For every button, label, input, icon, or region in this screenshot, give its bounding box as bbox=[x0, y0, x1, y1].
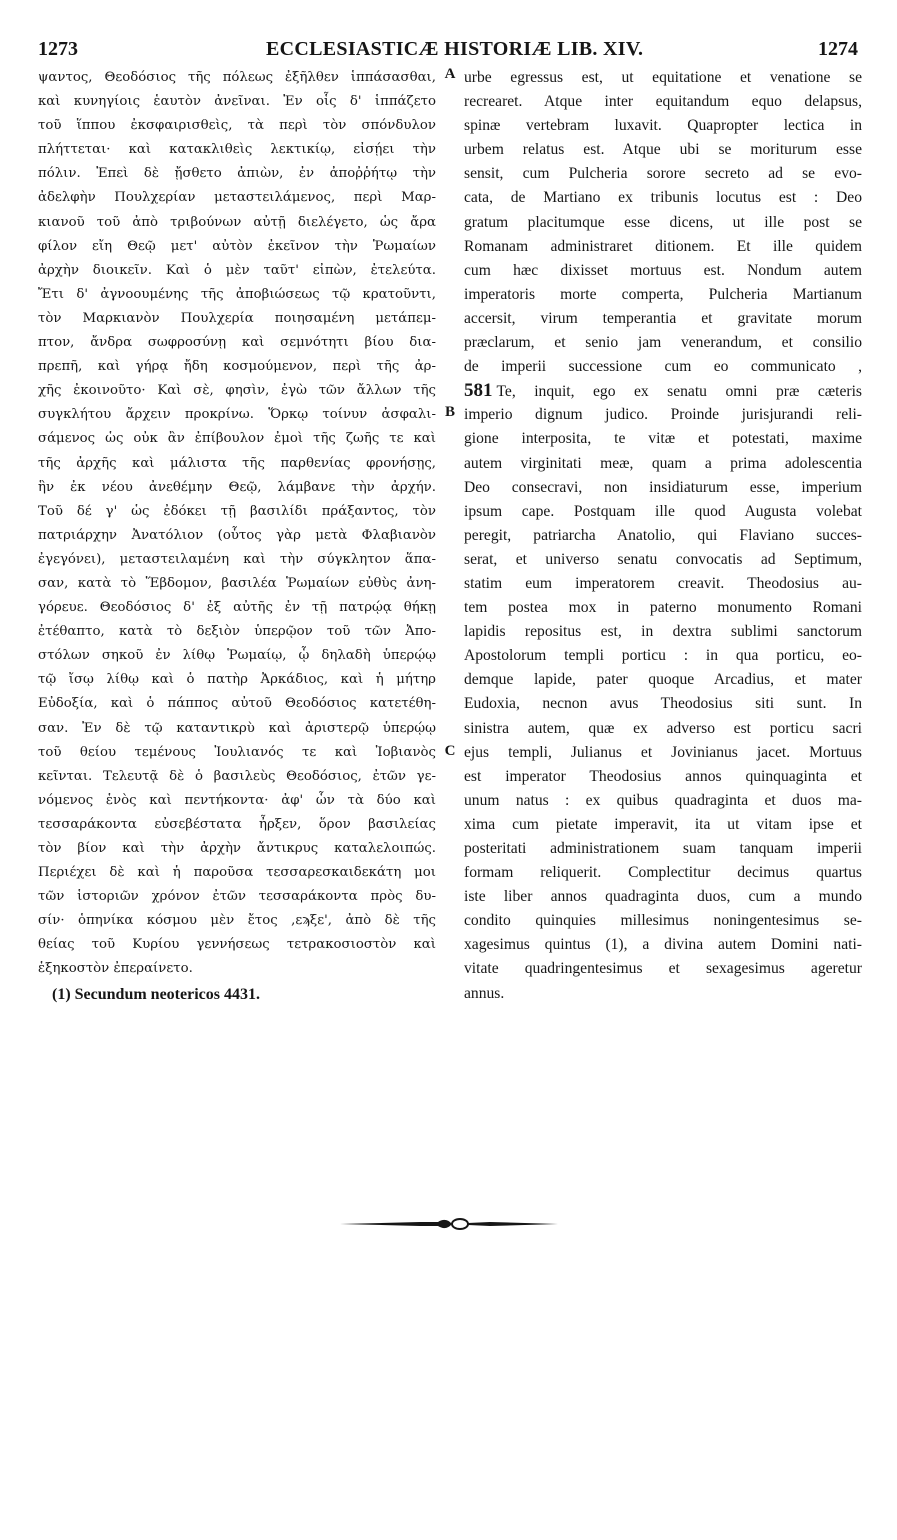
greek-line: τὸν Μαρκιανὸν Πουλχερία ποιησαμένη μετάπεμ- bbox=[38, 310, 436, 326]
latin-line: ipsum cape. Postquam ille quod Augusta volebat bbox=[464, 502, 862, 520]
latin-line: xima cum pietate imperavit, ita ut vitam ipse et bbox=[464, 815, 862, 833]
greek-line: χῆς ἐκοινοῦτο· Καὶ σὲ, φησὶν, ἐγὼ τῶν ἄλλων τῆς bbox=[38, 383, 436, 399]
greek-line: ἑξηκοστὸν ἐπεραίνετο. bbox=[38, 961, 193, 977]
greek-line: γόρευε. Θεοδόσιος δ' ἐξ αὐτῆς ἐν τῇ πατρῴᾳ θήκῃ bbox=[38, 600, 436, 616]
latin-line: spinæ vertebram luxavit. Quapropter lectica in bbox=[464, 117, 862, 135]
greek-line: συγκλήτου ἄρχειν προκρίνω. Ὅρκῳ τοίνυν ἀσφαλι- bbox=[38, 407, 436, 423]
greek-line: ἀρχὴν διοικεῖν. Καὶ ὁ μὲν ταῦτ' εἰπὼν, ἐτελεύτα. bbox=[38, 262, 436, 278]
latin-line-text: Te, inquit, ego ex senatu omni præ cæteris bbox=[496, 383, 862, 401]
greek-line: καὶ κυνηγίοις ἑαυτὸν ἀνεῖναι. Ἐν οἷς δ' ἱππάζετο bbox=[38, 94, 436, 110]
latin-line: Eudoxia, necnon avus Theodosius siti sunt. In bbox=[464, 695, 862, 713]
greek-line: πλήττεται· καὶ κατακλιθεὶς λεκτικίῳ, εἰσῄει τὴν bbox=[38, 142, 436, 158]
greek-line: ἐτέθαπτο, κατὰ τὸ δεξιὸν ὑπερῷον τοῦ τῶν Ἀπο- bbox=[38, 624, 436, 640]
greek-line: ἣν ἐκ νέου ἀνεθέμην Θεῷ, λάμβανε τὴν ἀρχήν. bbox=[38, 479, 436, 495]
greek-line: ψαντος, Θεοδόσιος τῆς πόλεως ἐξῆλθεν ἱππάσασθαι, bbox=[38, 70, 436, 85]
greek-line: φίλον εἴη Θεῷ μετ' αὐτὸν ἐκεῖνον τὴν Ῥωμαίων bbox=[38, 238, 436, 254]
latin-line: gione interposita, te vitæ et potestati, maxime bbox=[464, 430, 862, 448]
latin-line: urbem relatus est. Atque ubi se moriturum esse bbox=[464, 141, 862, 159]
greek-line: σαν. Ἐν δὲ τῷ καταντικρὺ καὶ ἀριστερῷ ὑπερῴῳ bbox=[38, 720, 436, 736]
latin-line: serat, et universo senatu convocatis ad Septimum, bbox=[464, 550, 862, 568]
greek-line: Περιέχει δὲ καὶ ἡ παροῦσα τεσσαρεσκαιδεκάτη μοι bbox=[38, 865, 436, 881]
latin-line: imperatoris morte comperta, Pulcheria Martianum bbox=[464, 285, 862, 303]
page-number-left: 1273 bbox=[38, 38, 78, 60]
latin-line: Deo consecravi, non insidiaturum esse, imperium bbox=[464, 478, 862, 496]
greek-line: σαν, κατὰ τὸ Ἕβδομον, βασιλέα Ῥωμαίων εὐθὺς ἀνη- bbox=[38, 575, 436, 591]
greek-line: ἐγεγόνει), μεταστειλαμένη καὶ τὴν σύγκλητον ἅπα- bbox=[38, 551, 436, 567]
latin-line: de imperii successione cum eo communicato , bbox=[464, 358, 862, 376]
greek-text-column bbox=[38, 66, 436, 982]
latin-line: posteritati administrationem suam tanquam imperii bbox=[464, 840, 862, 857]
greek-line: πόλιν. Ἐπεὶ δὲ ᾔσθετο ἀπιὼν, ἐν ἀποῤῥήτῳ τὴν bbox=[38, 166, 436, 182]
greek-line: κεῖνται. Τελευτᾷ δὲ ὁ βασιλεὺς Θεοδόσιος, ἐτῶν γε- bbox=[38, 768, 436, 784]
greek-line: τῆς ἀρχῆς καὶ μάλιστα τῆς παρθενίας φρονήσῃς, bbox=[38, 455, 436, 471]
latin-line: Apostolorum templi porticu : in qua porticu, eo- bbox=[464, 647, 862, 665]
latin-line: sensit, cum Pulcheria sorore secreto ad se evo- bbox=[464, 165, 862, 183]
greek-line: πατριάρχην Ἀνατόλιον (οὗτος γὰρ μετὰ Φλαβιανὸν bbox=[38, 527, 436, 543]
latin-line bbox=[464, 379, 862, 403]
greek-line: τῶν ἱστοριῶν χρόνον ἐτῶν τεσσαράκοντα πρὸς δυ- bbox=[38, 889, 436, 905]
greek-line: σάμενος ὡς οὐκ ἂν ἐπίβουλον ἐμοὶ τῆς ζωῆς τε καὶ bbox=[38, 431, 436, 447]
latin-line: recrearet. Atque inter equitandum equo delapsus, bbox=[464, 93, 862, 111]
greek-line: σίν· ὁπηνίκα κόσμου μὲν ἔτος ,εϡξε', ἀπὸ δὲ τῆς bbox=[38, 913, 436, 929]
greek-line: τοῦ ἵππου ἐκσφαιρισθεὶς, τὰ περὶ τὸν σπόνδυλον bbox=[38, 118, 436, 134]
latin-text-column bbox=[464, 66, 862, 1006]
greek-line: τῷ ἴσῳ λίθῳ καὶ ὁ πατὴρ Ἀρκάδιος, καὶ ἡ μήτηρ bbox=[38, 672, 436, 688]
latin-line: urbe egressus est, ut equitatione et venatione se bbox=[464, 69, 862, 86]
greek-line: Τοῦ δέ γ' ὡς ἐδόκει τῇ βασιλίδι πράξαντος, τὸν bbox=[38, 503, 436, 519]
greek-line: πρεπῆ, καὶ γήρᾳ ἤδη κοσμούμενον, περὶ τῆς ἀρ- bbox=[38, 359, 436, 375]
latin-line: sinistra autem, quæ ex adverso est porticu sacri bbox=[464, 719, 862, 737]
latin-line: condito quinquies millesimus noningentesimus se- bbox=[464, 912, 862, 930]
latin-line: est imperator Theodosius annos quinquaginta et bbox=[464, 767, 862, 785]
margin-marker-a: A bbox=[444, 66, 456, 82]
running-header bbox=[38, 38, 858, 62]
margin-marker-b: B bbox=[444, 404, 455, 420]
latin-line: lapidis repositus est, in dextra sublimi sanctorum bbox=[464, 623, 862, 641]
greek-line: Εὐδοξία, καὶ ὁ πάππος αὐτοῦ Θεοδόσιος κατετέθη- bbox=[38, 696, 436, 712]
latin-line: gratum placitumque esse dicens, ut ille post se bbox=[464, 213, 862, 231]
end-ornament-icon bbox=[340, 1216, 558, 1232]
latin-line: unum natus : ex quibus quadraginta et duos ma- bbox=[464, 791, 862, 809]
greek-line: τεσσαράκοντα εὐσεβέστατα ἦρξεν, ὅρον βασιλείας bbox=[38, 816, 436, 832]
latin-line: cum hæc dixisset mortuus est. Nondum autem bbox=[464, 261, 862, 279]
latin-line: Romanam administraret ditionem. Et ille quidem bbox=[464, 237, 862, 255]
margin-marker-c: C bbox=[444, 743, 456, 759]
latin-line: demque lapide, pater quoque Arcadius, et mater bbox=[464, 671, 862, 689]
latin-line: ejus templi, Julianus et Jovinianus jacet. Mortuus bbox=[464, 743, 862, 761]
latin-line: xagesimus quintus (1), a divina autem Domini nati- bbox=[464, 936, 862, 954]
latin-line: formam reliquerit. Complectitur decimus quartus bbox=[464, 864, 862, 882]
greek-line: τὸν βίον καὶ τὴν ἀρχὴν ἄντικρυς καταλελοιπώς. bbox=[38, 841, 436, 856]
column-number: 581 bbox=[464, 380, 493, 402]
greek-line: ἀδελφὴν Πουλχερίαν μεταστειλάμενος, περὶ Μαρ- bbox=[38, 190, 436, 206]
latin-line: tem postea mox in paterno monumento Romani bbox=[464, 599, 862, 617]
latin-line: statim eum imperatorem creavit. Theodosius au- bbox=[464, 574, 862, 592]
latin-line: iste liber annos quadraginta duos, cum a mundo bbox=[464, 888, 862, 906]
latin-line: præclarum, et senio jam venerandum, et consilio bbox=[464, 334, 862, 352]
latin-line: accersit, virum temperantia et gravitate morum bbox=[464, 309, 862, 327]
footnote: (1) Secundum neotericos 4431. bbox=[52, 986, 260, 1003]
page-number-right: 1274 bbox=[818, 38, 858, 60]
running-title: ECCLESIASTICÆ HISTORIÆ LIB. XIV. bbox=[266, 38, 644, 60]
greek-line: θείας τοῦ Κυρίου γεννήσεως τετρακοσιοστὸν καὶ bbox=[38, 937, 436, 953]
latin-line: vitate quadringentesimus et sexagesimus ageretur bbox=[464, 960, 862, 978]
latin-line: imperio dignum judico. Proinde jurisjurandi reli- bbox=[464, 406, 862, 424]
greek-line: κιανοῦ τοῦ ἀπὸ τριβούνων αὐτῇ διελέγετο, ὡς ἄρα bbox=[38, 214, 436, 230]
latin-line: cata, de Martiano ex tribunis locutus est : Deo bbox=[464, 189, 862, 207]
greek-line: τοῦ θείου τεμένους Ἰουλιανός τε καὶ Ἰοβιανὸς bbox=[38, 744, 436, 760]
latin-line: annus. bbox=[464, 984, 505, 1002]
latin-line: peregit, patriarcha Anatolio, qui Flaviano succes- bbox=[464, 526, 862, 544]
greek-line: πτον, ἄνδρα σωφροσύνῃ καὶ σεμνότητι βίου δια- bbox=[38, 335, 436, 351]
greek-line: Ἔτι δ' ἀγνοουμένης τῆς ἀποβιώσεως τῷ κρατοῦντι, bbox=[38, 286, 436, 302]
greek-line: στόλων σηκοῦ ἐν λίθῳ Ῥωμαίῳ, ᾧ δηλαδὴ ὑπερῴῳ bbox=[38, 648, 436, 664]
latin-line: autem virginitati meæ, quam a prima adolescentia bbox=[464, 454, 862, 472]
greek-line: νόμενος ἑνὸς καὶ πεντήκοντα· ἀφ' ὧν τὰ δύο καὶ bbox=[38, 792, 436, 808]
